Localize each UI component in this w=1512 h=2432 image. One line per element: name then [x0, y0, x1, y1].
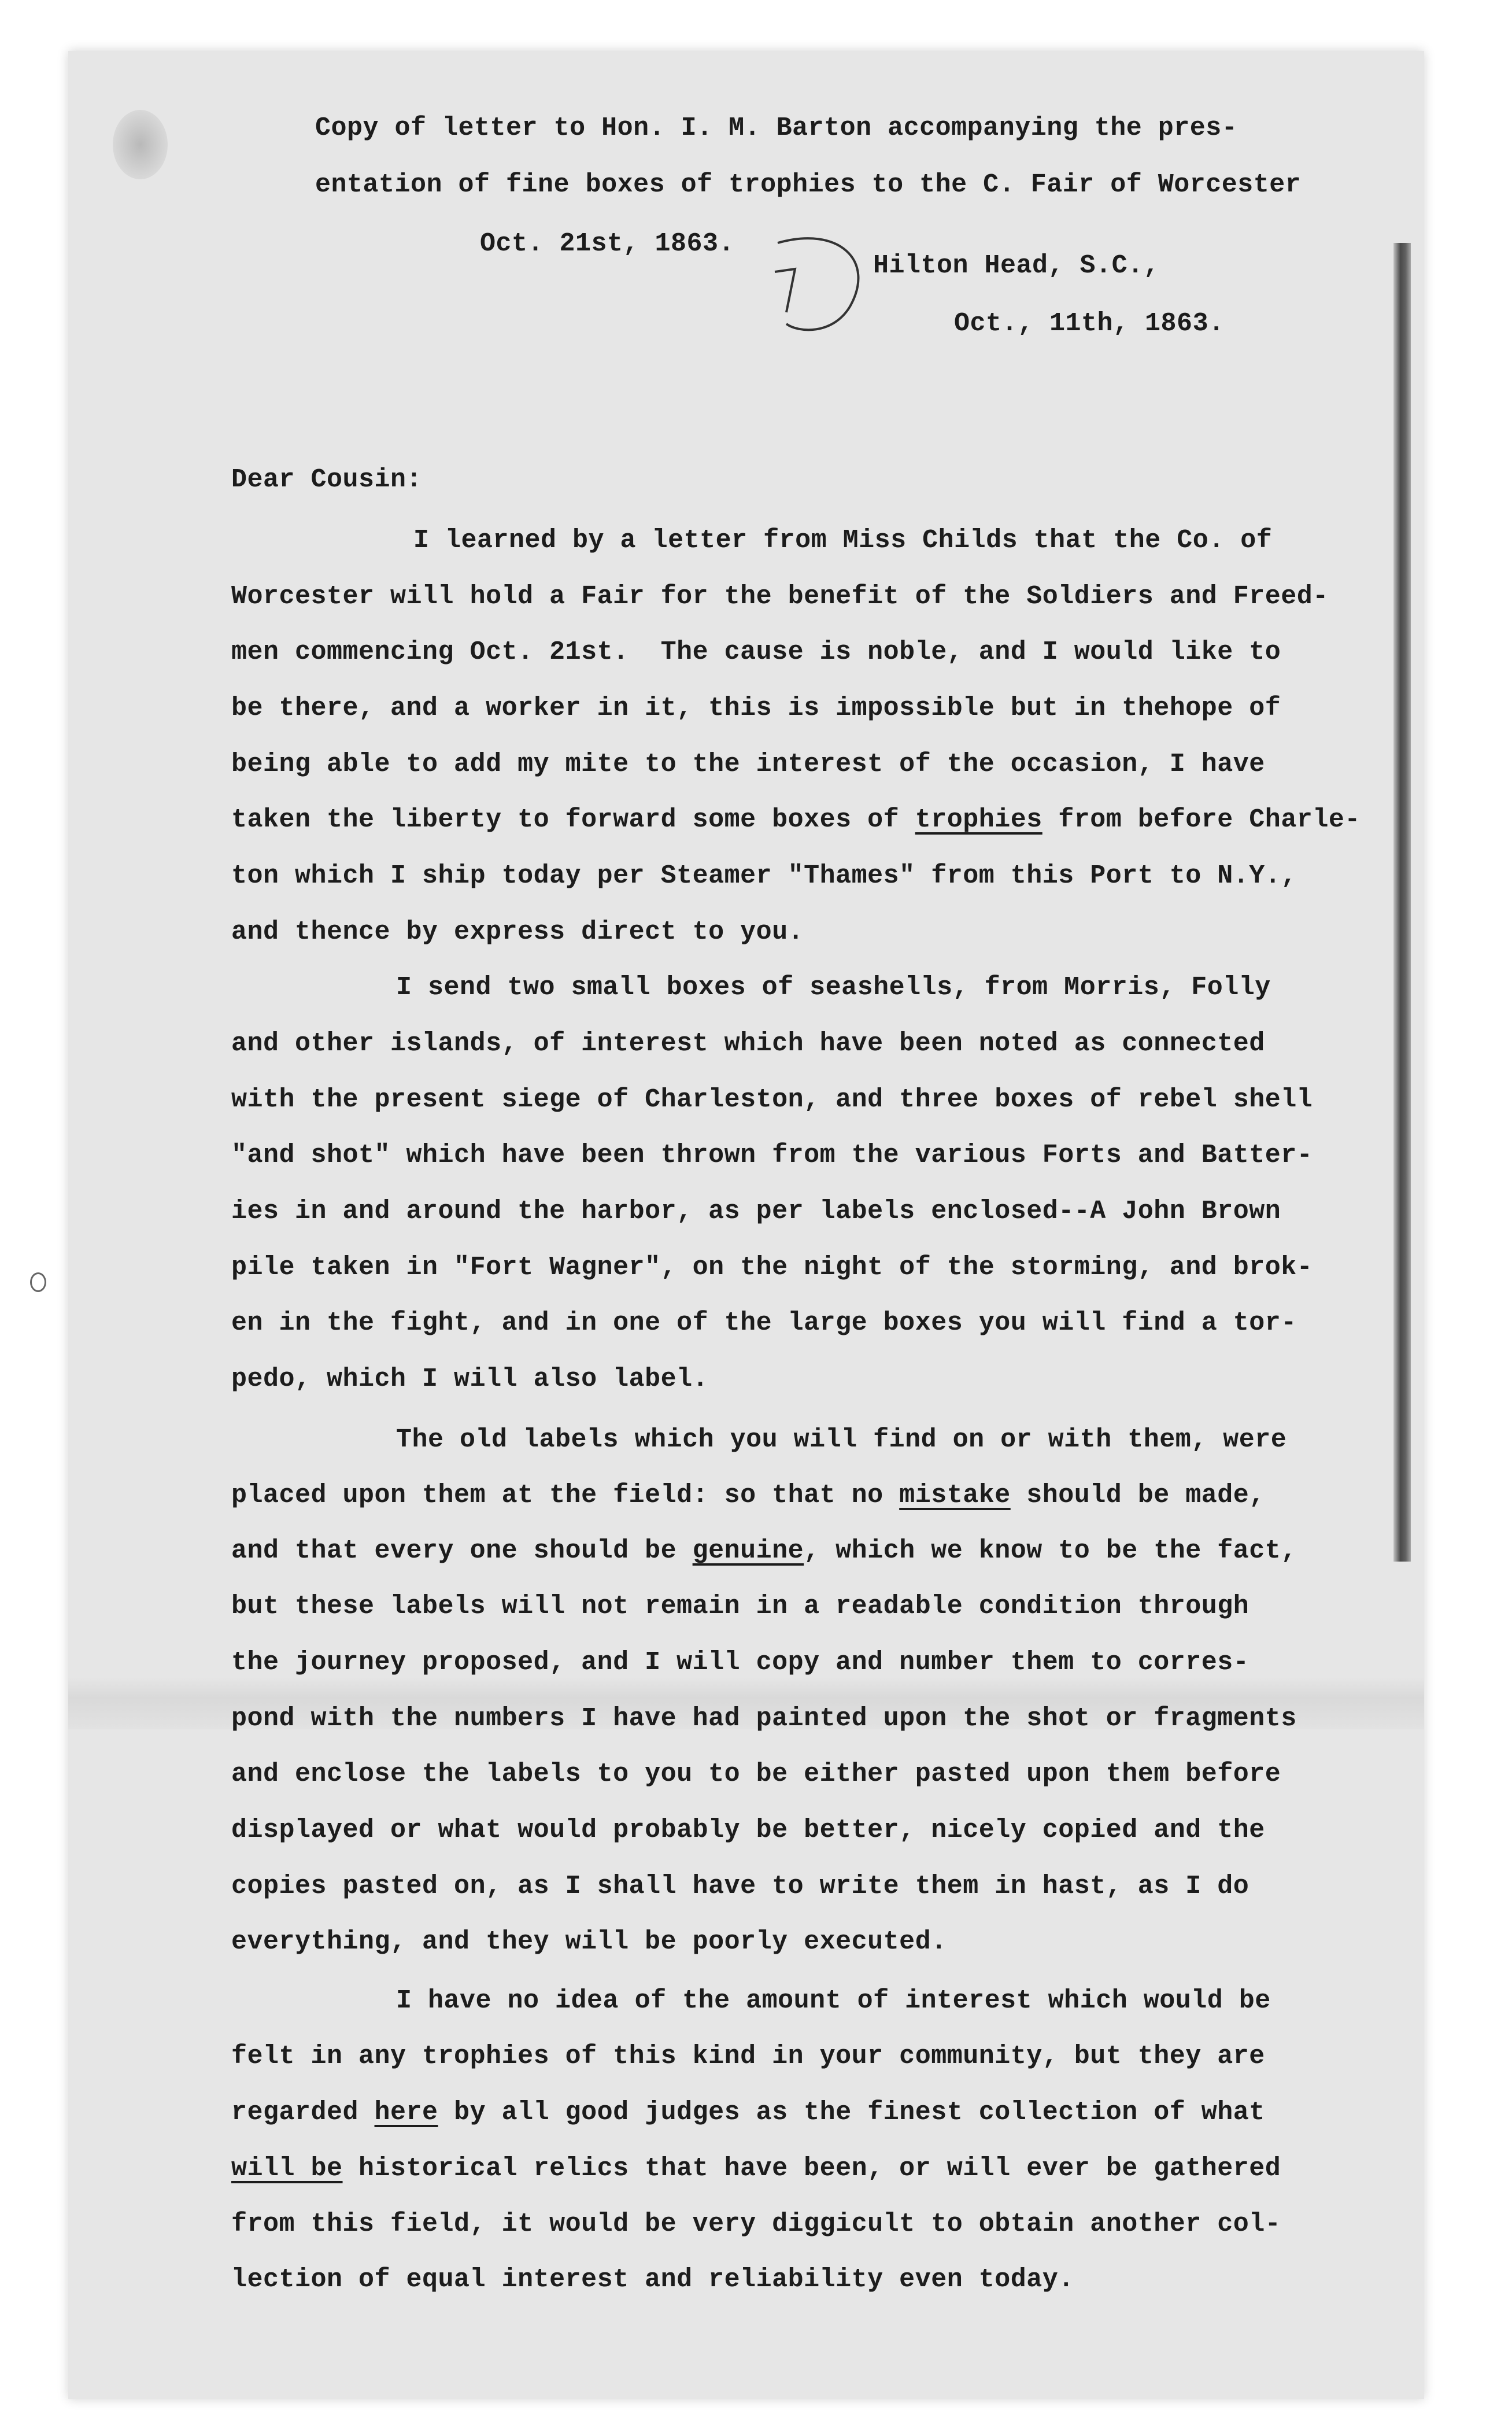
binding-edge	[1393, 243, 1411, 1562]
para1-line: be there, and a worker in it, this is impossible but in thehope of	[231, 693, 1281, 723]
para1-line: I learned by a letter from Miss Childs that the Co. of	[413, 526, 1273, 555]
para4-line: from this field, it would be very diggicult to obtain another col-	[231, 2209, 1281, 2239]
para4-text: historical relics that have been, or will ever be gathered	[342, 2154, 1281, 2183]
para2-line: with the present siege of Charleston, and three boxes of rebel shell	[231, 1085, 1313, 1114]
para3-line: displayed or what would probably be better, nicely copied and the	[231, 1815, 1265, 1845]
para2-line: pile taken in "Fort Wagner", on the night of the storming, and brok-	[231, 1253, 1313, 1282]
para3-text: placed upon them at the field: so that no	[231, 1481, 900, 1510]
para1-line: Worcester will hold a Fair for the benefit of the Soldiers and Freed-	[231, 582, 1329, 611]
para4-line: lection of equal interest and reliability even today.	[231, 2265, 1074, 2294]
para4-line: felt in any trophies of this kind in your community, but they are	[231, 2042, 1265, 2071]
para3-line: everything, and they will be poorly executed.	[231, 1927, 947, 1957]
para4-line	[231, 2095, 1265, 2130]
para1-line	[231, 803, 1361, 837]
para2-line: "and shot" which have been thrown from the various Forts and Batter-	[231, 1141, 1313, 1170]
para3-text: , which we know to be the fact,	[804, 1536, 1297, 1566]
para3-line	[231, 1534, 1297, 1569]
para2-line: pedo, which I will also label.	[231, 1364, 709, 1394]
para1-text: from before Charle-	[1042, 805, 1361, 835]
heading-line-1: Copy of letter to Hon. I. M. Barton accompanying the pres-	[315, 113, 1238, 143]
para4-line: I have no idea of the amount of interest which would be	[396, 1986, 1271, 2016]
para3-line: pond with the numbers I have had painted upon the shot or fragments	[231, 1704, 1297, 1733]
heading-line-2: entation of fine boxes of trophies to the C. Fair of Worcester	[315, 170, 1302, 200]
heading-place: Hilton Head, S.C.,	[873, 251, 1160, 281]
para1-line: being able to add my mite to the interest of the occasion, I have	[231, 750, 1265, 779]
para4-text: by all good judges as the finest collection of what	[438, 2098, 1265, 2127]
underlined-word: trophies	[915, 805, 1042, 835]
para3-text: and that every one should be	[231, 1536, 693, 1566]
para3-line: the journey proposed, and I will copy and number them to corres-	[231, 1648, 1249, 1677]
underlined-word: genuine	[692, 1536, 804, 1566]
para2-line: I send two small boxes of seashells, from Morris, Folly	[396, 973, 1271, 1002]
margin-circle-mark	[30, 1272, 46, 1292]
underlined-word: here	[374, 2098, 438, 2127]
para1-text: taken the liberty to forward some boxes of	[231, 805, 915, 835]
heading-date-left: Oct. 21st, 1863.	[480, 229, 735, 259]
para1-line: ton which I ship today per Steamer "Thames" from this Port to N.Y.,	[231, 861, 1297, 891]
para3-line: copies pasted on, as I shall have to write them in hast, as I do	[231, 1872, 1249, 1901]
salutation: Dear Cousin:	[231, 465, 423, 494]
para2-line: ies in and around the harbor, as per labels enclosed--A John Brown	[231, 1197, 1281, 1226]
para4-text: regarded	[231, 2098, 375, 2127]
para1-line: men commencing Oct. 21st. The cause is noble, and I would like to	[231, 637, 1281, 667]
para2-line: and other islands, of interest which have been noted as connected	[231, 1029, 1265, 1058]
para3-line: The old labels which you will find on or with them, were	[396, 1425, 1287, 1455]
para3-line: and enclose the labels to you to be either pasted upon them before	[231, 1759, 1281, 1789]
para2-line: en in the fight, and in one of the large boxes you will find a tor-	[231, 1308, 1297, 1338]
heading-date-right: Oct., 11th, 1863.	[954, 309, 1225, 338]
para1-line: and thence by express direct to you.	[231, 917, 804, 947]
para4-line	[231, 2151, 1281, 2186]
pencil-mark-icon	[752, 220, 879, 347]
underlined-word: mistake	[899, 1481, 1011, 1510]
para3-line: but these labels will not remain in a readable condition through	[231, 1592, 1249, 1621]
para3-text: should be made,	[1010, 1481, 1265, 1510]
para3-line	[231, 1478, 1265, 1513]
punch-mark	[113, 110, 168, 179]
underlined-word: will be	[231, 2154, 343, 2183]
